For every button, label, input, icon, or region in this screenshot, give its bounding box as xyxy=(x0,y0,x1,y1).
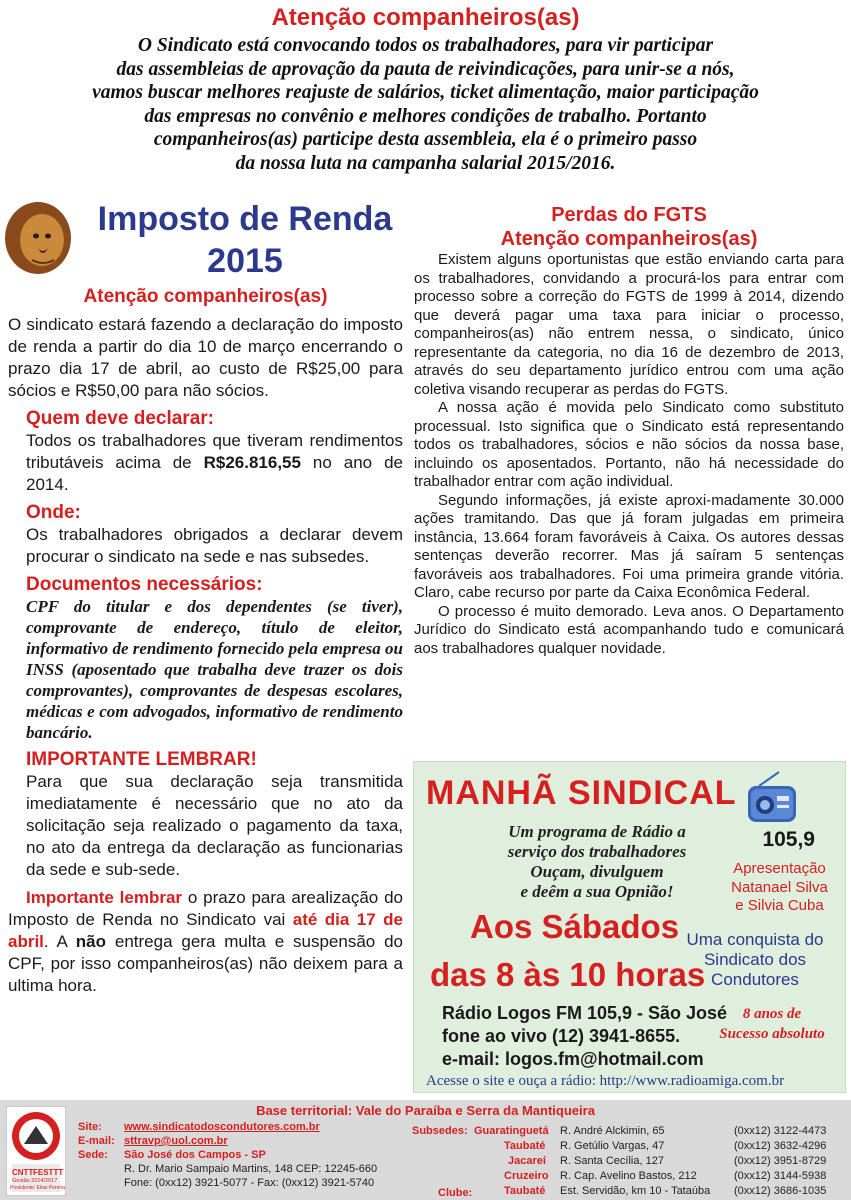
branch-city xyxy=(504,1169,549,1183)
income-tax-column xyxy=(8,286,403,997)
branch-phone xyxy=(734,1124,826,1138)
final-a: o prazo para arealização do Imposto de Renda no Sindicato vai xyxy=(8,888,403,929)
where-heading: Onde: xyxy=(26,502,81,523)
branch-phone xyxy=(734,1139,826,1153)
branch-city-text: Guaratinguetá xyxy=(474,1125,549,1137)
email-link[interactable]: sttravp@uol.com.br xyxy=(124,1135,228,1147)
branch-address xyxy=(560,1139,664,1153)
branch-city-text: Taubaté xyxy=(504,1140,546,1152)
intro-text xyxy=(0,34,851,175)
footer-email-link[interactable] xyxy=(124,1134,228,1148)
radio-day: Aos Sábados xyxy=(470,908,680,945)
radio-program-line: Ouçam, divulguem xyxy=(530,862,664,881)
branch-city xyxy=(504,1184,545,1198)
sede-label: Sede: xyxy=(78,1149,108,1161)
footer-sede-phone xyxy=(124,1176,374,1190)
income-tax-title-line: Imposto de Renda xyxy=(97,200,393,238)
footer-sede-row xyxy=(78,1148,108,1162)
branch-city xyxy=(504,1139,545,1153)
radio-presenters xyxy=(722,860,837,916)
intro-line: vamos buscar melhores reajuste de salários, ticket alimentação, maior participação xyxy=(92,82,759,103)
radio-years xyxy=(713,1004,831,1044)
final-nao: não xyxy=(75,932,107,951)
radio-title: MANHÃ SINDICAL xyxy=(426,774,737,812)
who-text-b: no ano de 2014. xyxy=(26,453,403,494)
branch-city-text: Cruzeiro xyxy=(504,1170,549,1182)
branch-address-text: R. André Alckimin, 65 xyxy=(560,1125,665,1137)
important-text: Para que sua declaração seja transmitida imediatamente é necessário que no ato da solicitação seja realizado o pagamento da taxa, no ato da entrega da declaração as funcionarias da sede e sub-sede. xyxy=(26,772,403,879)
logo-president: Presidente: Elias Pereira xyxy=(10,1185,66,1191)
where-text: Os trabalhadores obrigados a declarar devem procurar o sindicato na sede e nas subsedes. xyxy=(26,525,403,566)
who-text-a: Todos os trabalhadores que tiveram rendimentos tributáveis acima de xyxy=(26,431,403,472)
branch-city-text: Taubaté xyxy=(504,1185,546,1197)
branch-phone-text: (0xx12) 3144-5938 xyxy=(734,1170,827,1182)
radio-program-line: e deêm a sua Opnião! xyxy=(520,882,674,901)
radio-conquest-line: Sindicato dos xyxy=(703,950,807,969)
intro-line: O Sindicato está convocando todos os trabalhadores, para vir participar xyxy=(137,35,714,56)
fgts-paragraph: Existem alguns oportunistas que estão enviando carta para os trabalhadores, convidando a procurá-los para entrar com processo sobre a correção do FGTS de 1999 à 2014, dizendo que deverá pagar uma taxa para iniciar o processo, companheiros(as) não entrem nessa, o sindicato, único representante da categoria, no dia 16 de dezembro de 2013, através do seu departamento jurídico entrou com uma ação coletiva visando recuperar as perdas do FGTS. xyxy=(414,251,844,398)
subsedes-label: Subsedes: xyxy=(412,1125,468,1137)
final-text xyxy=(8,887,403,997)
branch-city-text: Jacareí xyxy=(508,1155,546,1167)
festtt-logo-text: FESTTT xyxy=(33,1168,64,1177)
branch-phone-text: (0xx12) 3122-4473 xyxy=(734,1125,827,1137)
income-tax-year: 2015 xyxy=(207,242,283,280)
final-b: . A xyxy=(43,932,76,951)
income-tax-title xyxy=(60,198,430,282)
final-red: Importante lembrar xyxy=(26,888,183,907)
radio-phone: fone ao vivo (12) 3941-8655. xyxy=(442,1026,681,1046)
radio-years-line: Sucesso absoluto xyxy=(719,1026,825,1042)
radio-conquest-line: Condutores xyxy=(711,970,799,989)
branch-address-text: R. Cap. Avelino Bastos, 212 xyxy=(560,1170,697,1182)
cut-logo-text: CUT xyxy=(28,1107,43,1114)
intro-line: da nossa luta na campanha salarial 2015/2016. xyxy=(235,152,616,174)
radio-frequency: 105,9 xyxy=(762,828,815,851)
docs-text: CPF do titular e dos dependentes (se tiver), comprovante de endereço, título de eleitor, informativo de rendimento fornecido pela empresa ou INSS (aposentado que trabalha deve trazer os dois comprovantes), comprovantes de despesas escolares, médicas e com advogados, informativo de rendimento bancário. xyxy=(26,597,403,742)
intro-line: das empresas no convênio e melhores condições de trabalho. Portanto xyxy=(144,105,707,127)
radio-conquest-line: Uma conquista do xyxy=(686,930,824,949)
branch-phone-text: (0xx12) 3951-8729 xyxy=(734,1155,827,1167)
radio-hours: das 8 às 10 horas xyxy=(430,956,706,993)
radio-program-line: Um programa de Rádio a xyxy=(508,822,686,841)
branch-address xyxy=(560,1169,697,1183)
radio-contact xyxy=(442,1002,727,1071)
radio-presenters-line: Apresentação xyxy=(733,860,826,877)
final-c: entrega gera multa e suspensão do CPF, por isso companheiros(as) não deixem para a ultima hora. xyxy=(8,932,403,995)
radio-years-line: 8 anos de xyxy=(742,1006,802,1022)
fgts-paragraph: Segundo informações, já existe aproxi-madamente 30.000 ações tramitando. Das que já foram julgadas em primeira instância, 13.664 foram favoráveis à Caixa. Os autores dessas sentenças deverão recorrer. Mas já saíram 5 sentenças favoráveis aos trabalhadores. Foi uma primeira grande vitória. Claro, cabe recurso por parte da Caixa Econômica Federal. xyxy=(414,491,844,601)
who-heading: Quem deve declarar: xyxy=(26,408,214,429)
sede-address: R. Dr. Mario Sampaio Martins, 148 CEP: 12245-660 xyxy=(124,1163,378,1175)
branch-phone xyxy=(734,1169,826,1183)
radio-site[interactable]: Acesse o site e ouça a rádio: http://www.radioamiga.com.br xyxy=(426,1073,785,1089)
footer-title: Base territorial: Vale do Paraíba e Serra da Mantiqueira xyxy=(256,1103,595,1118)
footer-sede-address xyxy=(124,1162,377,1176)
footer-email-row xyxy=(78,1134,115,1148)
footer xyxy=(0,1100,851,1200)
logo-gestao: Gestão 2014/2017 xyxy=(12,1178,58,1184)
page-title: Atenção companheiros(as) xyxy=(271,4,580,31)
radio-program-line: serviço dos trabalhadores xyxy=(507,842,687,861)
branch-city xyxy=(474,1124,549,1138)
intro-line: companheiros(as) participe desta assembleia, ela é o primeiro passo xyxy=(153,129,698,150)
radio-station: Rádio Logos FM 105,9 - São José xyxy=(442,1003,728,1023)
fgts-subtitle: Atenção companheiros(as) xyxy=(500,228,758,250)
footer-site-link[interactable] xyxy=(124,1120,320,1134)
docs-heading: Documentos necessários: xyxy=(26,574,263,595)
branch-address-text: R. Getúlio Vargas, 47 xyxy=(560,1140,665,1152)
intro-line: das assembleias de aprovação da pauta de reivindicações, para unir-se a nós, xyxy=(116,58,735,80)
income-tax-subtitle: Atenção companheiros(as) xyxy=(83,286,328,307)
radio-program xyxy=(470,822,724,902)
union-logo xyxy=(6,1106,66,1196)
important-heading: IMPORTANTE LEMBRAR! xyxy=(26,749,257,770)
branch-address xyxy=(560,1124,665,1138)
sede-phone: Fone: (0xx12) 3921-5077 - Fax: (0xx12) 3921-5740 xyxy=(124,1177,375,1189)
branch-address-text: Est. Servidão, km 10 - Tataúba xyxy=(560,1185,711,1197)
clube-label: Clube: xyxy=(438,1187,473,1199)
site-label: Site: xyxy=(78,1121,102,1133)
branch-phone-text: (0xx12) 3632-4296 xyxy=(734,1140,827,1152)
footer-sede xyxy=(124,1148,266,1162)
site-link[interactable]: www.sindicatodoscondutores.com.br xyxy=(124,1121,320,1133)
subsedes-label-row xyxy=(412,1124,468,1138)
cntt-logo-text: CNTT xyxy=(12,1168,34,1177)
fgts-column xyxy=(414,203,844,658)
fgts-title: Perdas do FGTS xyxy=(551,204,707,226)
radio-icon xyxy=(745,770,799,826)
radio-presenters-line: e Silvia Cuba xyxy=(735,897,824,914)
who-text xyxy=(8,430,403,496)
footer-site-row xyxy=(78,1120,102,1134)
fgts-paragraph: A nossa ação é movida pelo Sindicato como substituto processual. Isto significa que o Sindicato está representando todos os trabalhadores, sócios e não sócios da nossa base, incluindo os aposentados. Portanto, não há necessidade do trabalhador entrar com ação individual. xyxy=(414,399,844,490)
clube-label-row xyxy=(438,1186,472,1200)
fgts-paragraph: O processo é muito demorado. Leva anos. O Departamento Jurídico do Sindicato está acompanhando tudo e comunicará aos trabalhadores qualquer novidade. xyxy=(414,602,844,657)
radio-ad xyxy=(413,761,846,1093)
final-date: até dia 17 de abril xyxy=(8,910,403,951)
income-tax-intro: O sindicato estará fazendo a declaração do imposto de renda a partir do dia 10 de março encerrando o prazo dia 17 de abril, ao custo de R$25,00 para sócios e R$50,00 para não sócios. xyxy=(8,315,403,400)
sede-city: São José dos Campos - SP xyxy=(124,1149,266,1161)
radio-email: e-mail: logos.fm@hotmail.com xyxy=(442,1049,704,1069)
branch-address xyxy=(560,1184,710,1198)
branch-phone-text: (0xx12) 3686-1035 xyxy=(734,1185,827,1197)
branch-phone xyxy=(734,1184,826,1198)
branch-address xyxy=(560,1154,664,1168)
branch-address-text: R. Santa Cecília, 127 xyxy=(560,1155,664,1167)
who-amount: R$26.816,55 xyxy=(203,453,301,472)
branch-city xyxy=(508,1154,546,1168)
radio-presenters-line: Natanael Silva xyxy=(731,878,828,896)
email-label: E-mail: xyxy=(78,1135,115,1147)
branch-phone xyxy=(734,1154,826,1168)
